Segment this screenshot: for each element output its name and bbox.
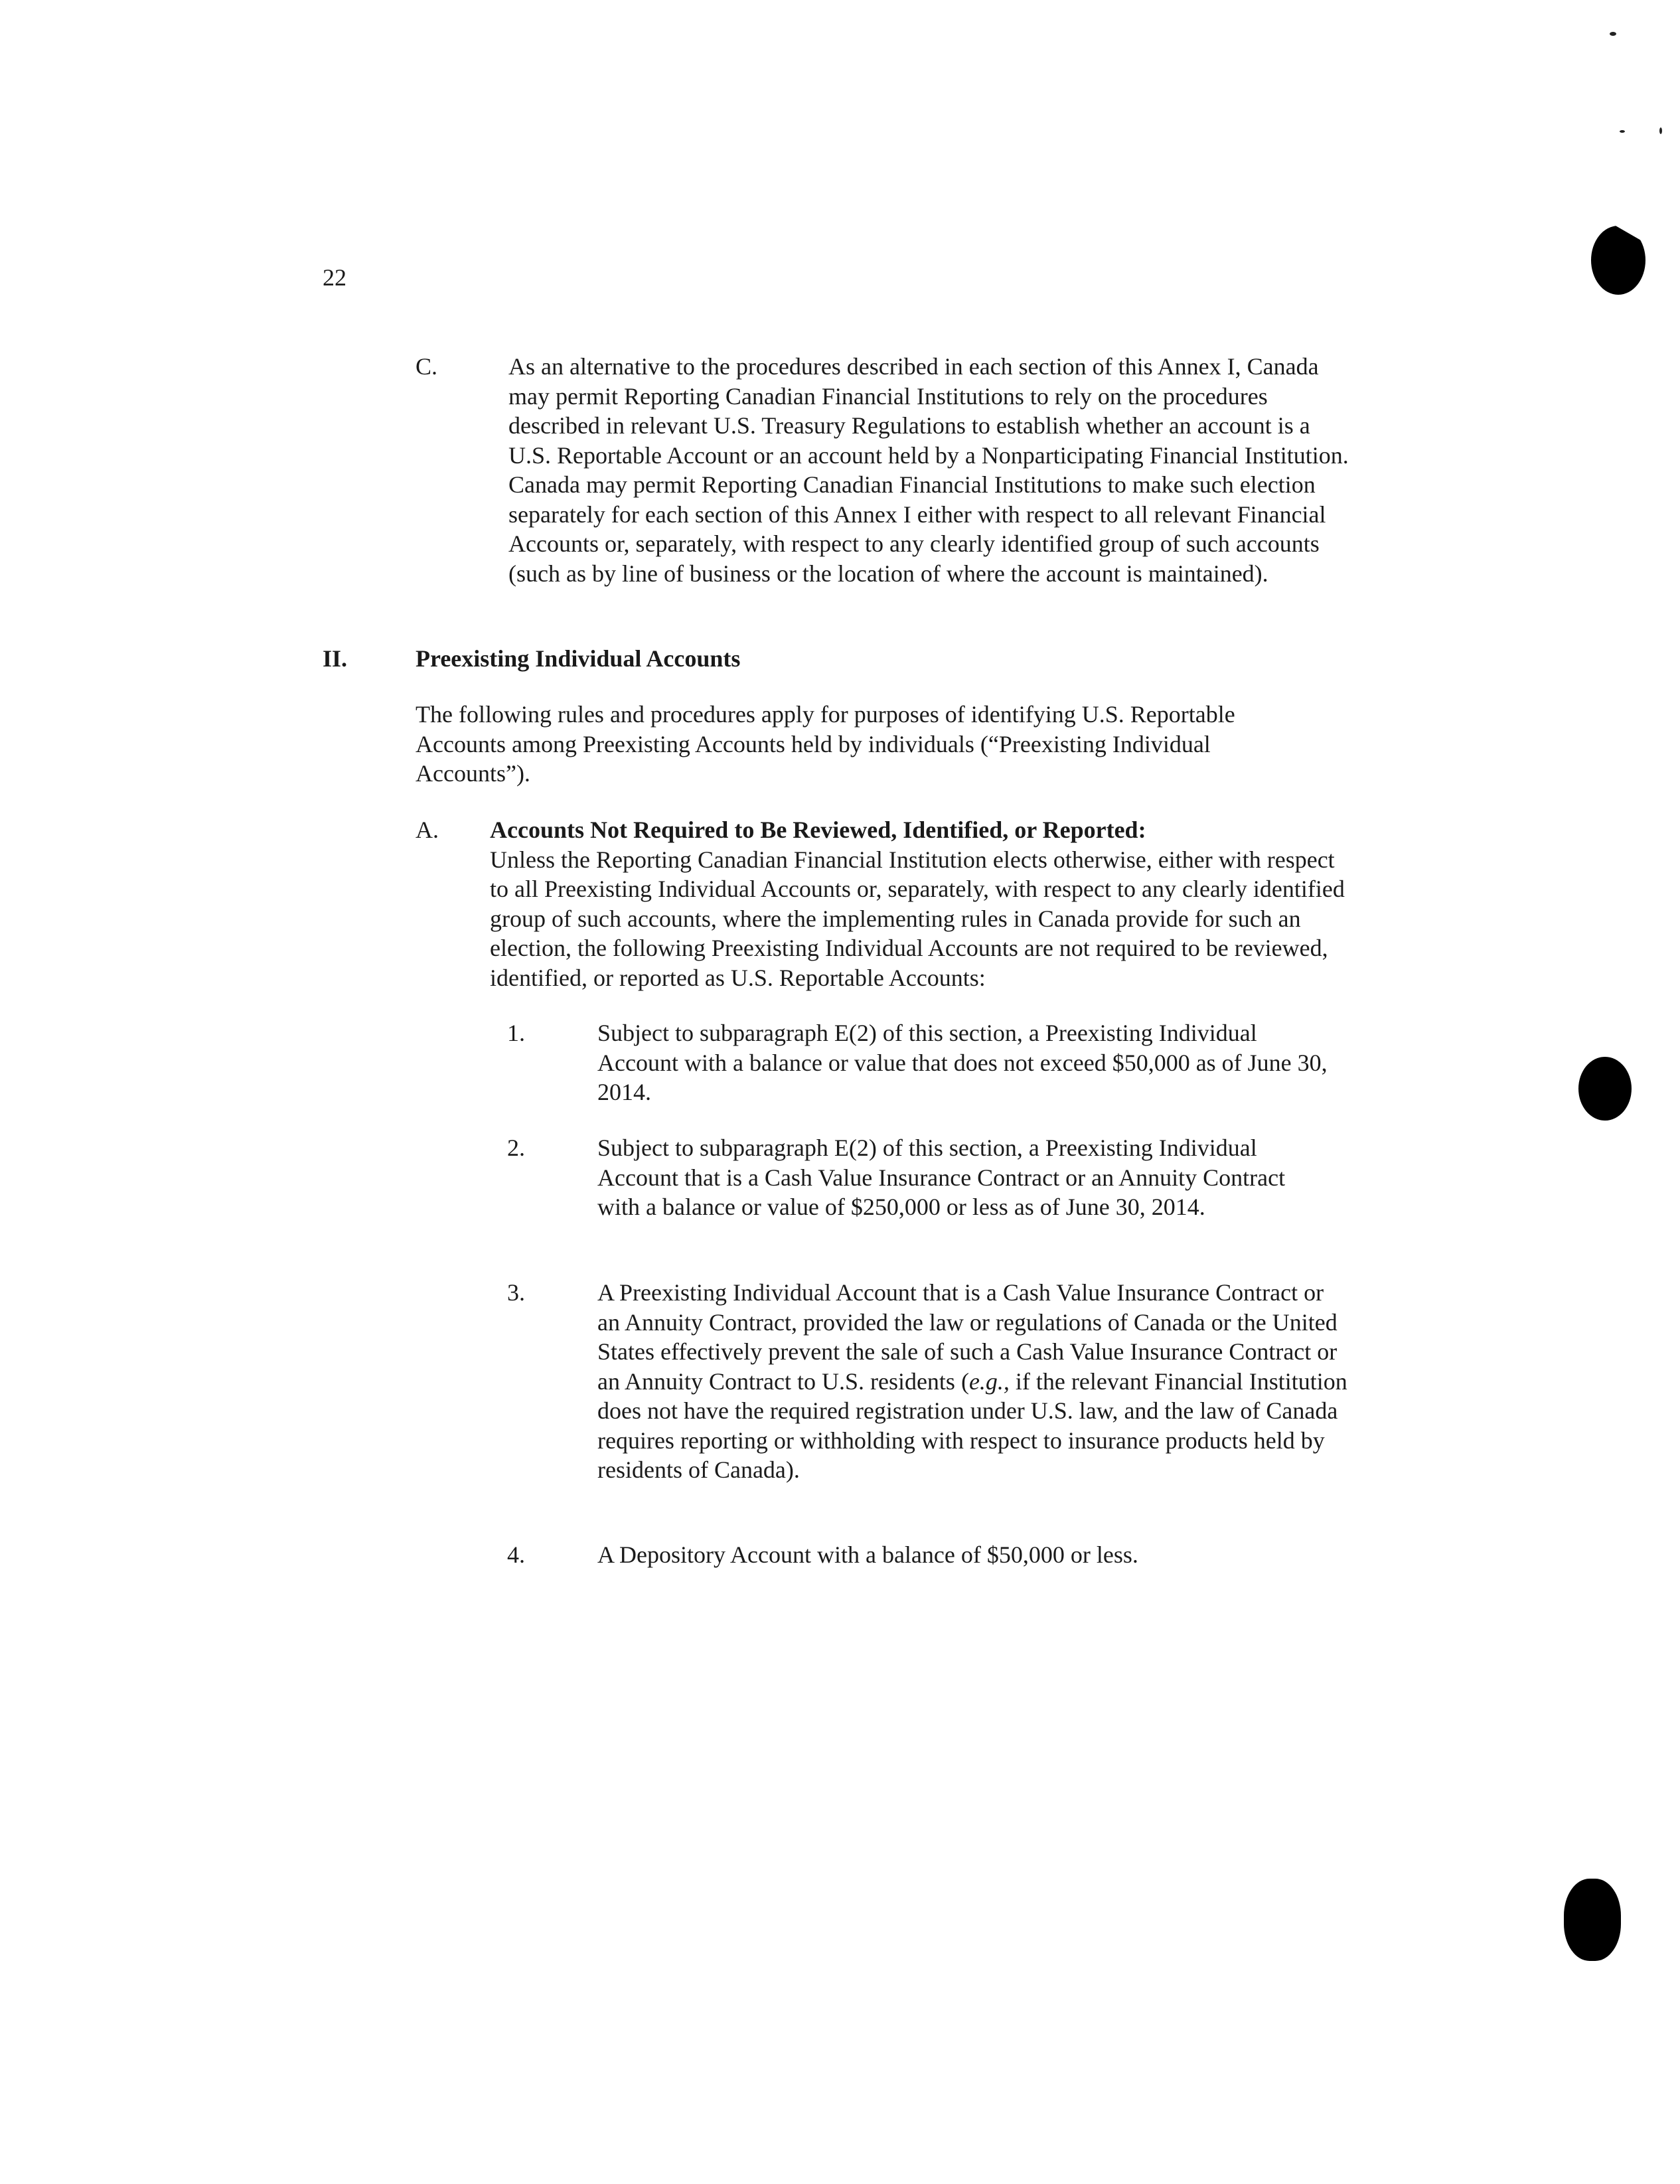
- item-1-number: 1.: [507, 1020, 525, 1046]
- subsection-a-body: [490, 815, 1353, 992]
- item-3-number: 3.: [507, 1279, 525, 1306]
- page-number: 22: [323, 264, 346, 291]
- section-ii-heading: Preexisting Individual Accounts: [416, 645, 741, 672]
- scan-speck: [1659, 127, 1662, 134]
- section-ii-label: II.: [323, 645, 348, 672]
- subsection-a-text: Unless the Reporting Canadian Financial Institution elects otherwise, either with respect to all Preexisting Individual Accounts or, separately, with respect to any clearly identified group of such accounts, where the implementing rules in Canada provide for such an election, the following Preexisting Individual Accounts are not required to be reviewed, identified, or reported as U.S. Reportable Accounts:: [490, 846, 1345, 991]
- item-3-text-after: if the relevant Financial Institution does not have the required registration under U.S. law, and the law of Canada requires reporting or withholding with respect to insurance products held by residents of Canada).: [597, 1367, 1347, 1483]
- item-3-text-italic: e.g.,: [968, 1367, 1010, 1395]
- punch-hole-top: [1591, 226, 1645, 295]
- subsection-a-label: A.: [416, 817, 439, 843]
- section-ii-intro: The following rules and procedures apply for purposes of identifying U.S. Reportable Accounts among Preexisting Accounts held by individuals (“Preexisting Individual Accounts”).: [416, 701, 1235, 787]
- item-4-text: A Depository Account with a balance of $50,000 or less.: [597, 1541, 1138, 1568]
- scan-speck: [1620, 130, 1625, 133]
- item-2-number: 2.: [507, 1134, 525, 1161]
- item-3-text: [597, 1278, 1347, 1485]
- item-4-number: 4.: [507, 1541, 525, 1568]
- item-2-text: Subject to subparagraph E(2) of this section, a Preexisting Individual Account that is a Cash Value Insurance Contract or an Annuity Contract with a balance or value of $250,000 or less as of June 30, 2014.: [597, 1134, 1286, 1220]
- item-1-text: Subject to subparagraph E(2) of this section, a Preexisting Individual Account with a balance or value that does not exceed $50,000 as of June 30, 2014.: [597, 1020, 1328, 1105]
- item-3-text-before: A Preexisting Individual Account that is a Cash Value Insurance Contract or an Annuity Contract, provided the law or regulations of Canada or the United States effectively prevent the sale of such a Cash Value Insurance Contract or an Annuity Contract to U.S. residents (: [597, 1279, 1337, 1395]
- subsection-a-heading: Accounts Not Required to Be Reviewed, Identified, or Reported:: [490, 817, 1146, 843]
- punch-hole-bottom: [1564, 1879, 1621, 1961]
- section-c-text: As an alternative to the procedures described in each section of this Annex I, Canada may permit Reporting Canadian Financial Institutions to rely on the procedures described in relevant U.S. Treasury Regulations to establish whether an account is a U.S. Reportable Account or an account held by a Nonparticipating Financial Institution. Canada may permit Reporting Canadian Financial Institutions to make such election separately for each section of this Annex I either with respect to all relevant Financial Accounts or, separately, with respect to any clearly identified group of such accounts (such as by line of business or the location of where the account is maintained).: [508, 353, 1349, 587]
- section-c-label: C.: [416, 353, 438, 380]
- punch-hole-middle: [1578, 1057, 1632, 1121]
- scan-speck: [1610, 32, 1616, 36]
